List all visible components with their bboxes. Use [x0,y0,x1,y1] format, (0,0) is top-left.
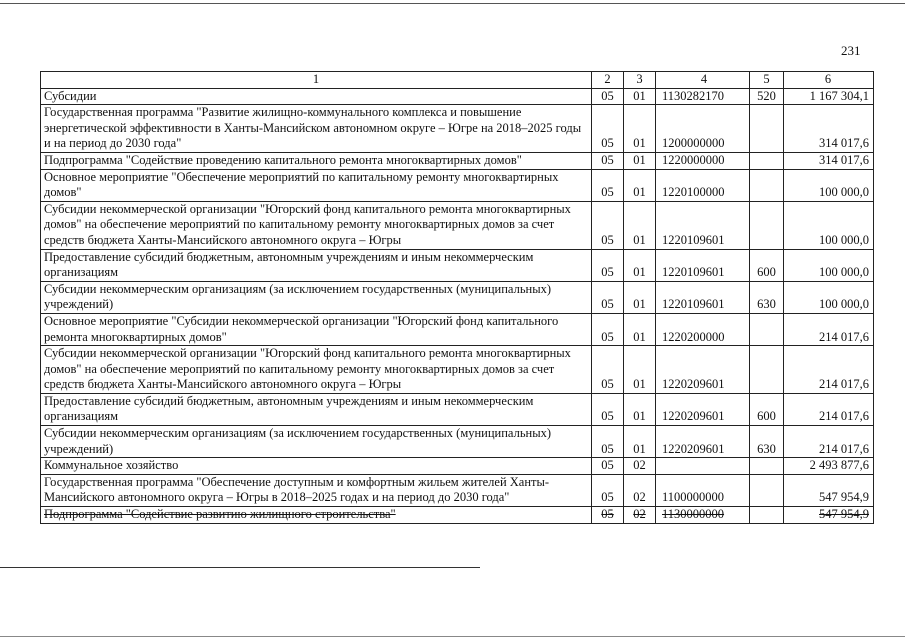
row-subsection: 01 [624,152,656,169]
row-subsection: 01 [624,169,656,201]
row-target-code: 1200000000 [656,105,750,153]
row-amount: 314 017,6 [784,152,874,169]
header-col-6: 6 [784,72,874,89]
table-row [41,458,874,475]
row-section: 05 [592,281,624,313]
row-amount: 100 000,0 [784,169,874,201]
row-expense-type [750,152,784,169]
row-amount: 100 000,0 [784,249,874,281]
row-section: 05 [592,507,624,524]
row-subsection: 01 [624,393,656,425]
table-row [41,201,874,249]
header-col-3: 3 [624,72,656,89]
row-expense-type: 520 [750,88,784,105]
row-amount: 214 017,6 [784,313,874,345]
row-target-code: 1220109601 [656,281,750,313]
row-subsection: 02 [624,474,656,506]
row-target-code: 1220209601 [656,393,750,425]
row-expense-type [750,346,784,394]
top-scan-rule [0,3,905,4]
row-section: 05 [592,426,624,458]
row-amount: 1 167 304,1 [784,88,874,105]
row-amount: 314 017,6 [784,105,874,153]
row-expense-type [750,169,784,201]
row-amount: 214 017,6 [784,346,874,394]
row-expense-type [750,458,784,475]
table-row [41,105,874,153]
row-name: Коммунальное хозяйство [41,458,592,475]
row-section: 05 [592,313,624,345]
row-section: 05 [592,474,624,506]
row-name: Основное мероприятие "Субсидии некоммерческой организации "Югорский фонд капитального ремонта многоквартирных домов" [41,313,592,345]
row-name: Субсидии [41,88,592,105]
table-row-cut-off [41,507,874,524]
scan-cut-line [0,567,480,568]
row-name: Государственная программа "Обеспечение доступным и комфортным жильем жителей Ханты-Мансийского автономного округа – Югры в 2018–2025 годах и на период до 2030 года" [41,474,592,506]
row-name: Подпрограмма "Содействие развитию жилищного строительства" [41,507,592,524]
row-section: 05 [592,393,624,425]
row-target-code: 1220209601 [656,426,750,458]
row-expense-type [750,105,784,153]
row-amount: 547 954,9 [784,507,874,524]
row-target-code: 1130282170 [656,88,750,105]
table-header-row [41,72,874,89]
row-subsection: 01 [624,105,656,153]
row-section: 05 [592,201,624,249]
table-row [41,474,874,506]
row-name: Субсидии некоммерческим организациям (за исключением государственных (муниципальных) учреждений) [41,281,592,313]
table-row [41,88,874,105]
row-amount: 214 017,6 [784,393,874,425]
header-col-1: 1 [41,72,592,89]
row-section: 05 [592,88,624,105]
header-col-2: 2 [592,72,624,89]
row-target-code: 1100000000 [656,474,750,506]
row-target-code [656,458,750,475]
row-name: Государственная программа "Развитие жилищно-коммунального комплекса и повышение энергетической эффективности в Ханты-Мансийском автономном округе – Югре на 2018–2025 годы и на период до 2030 года" [41,105,592,153]
row-section: 05 [592,169,624,201]
row-expense-type [750,474,784,506]
row-target-code: 1220100000 [656,169,750,201]
row-expense-type: 630 [750,426,784,458]
row-expense-type: 630 [750,281,784,313]
row-target-code: 1220209601 [656,346,750,394]
row-expense-type: 600 [750,393,784,425]
row-target-code: 1220200000 [656,313,750,345]
table-row [41,152,874,169]
row-target-code: 1220109601 [656,201,750,249]
row-section: 05 [592,346,624,394]
row-name: Субсидии некоммерческой организации "Югорский фонд капитального ремонта многоквартирных домов" на обеспечение мероприятий по капитальному ремонту многоквартирных домов за счет средств бюджета Ханты-Мансийского автономного округа – Югры [41,201,592,249]
row-subsection: 01 [624,346,656,394]
table-row [41,281,874,313]
header-col-4: 4 [656,72,750,89]
row-name: Основное мероприятие "Обеспечение мероприятий по капитальному ремонту многоквартирных домов" [41,169,592,201]
row-target-code: 1130000000 [656,507,750,524]
row-amount: 547 954,9 [784,474,874,506]
row-section: 05 [592,105,624,153]
row-subsection: 01 [624,281,656,313]
header-col-5: 5 [750,72,784,89]
row-amount: 100 000,0 [784,281,874,313]
table-row [41,393,874,425]
table-row [41,313,874,345]
row-name: Предоставление субсидий бюджетным, автономным учреждениям и иным некоммерческим организациям [41,249,592,281]
row-expense-type [750,201,784,249]
row-expense-type: 600 [750,249,784,281]
row-subsection: 01 [624,249,656,281]
row-amount: 2 493 877,6 [784,458,874,475]
table-row [41,169,874,201]
row-name: Субсидии некоммерческим организациям (за исключением государственных (муниципальных) учреждений) [41,426,592,458]
row-amount: 214 017,6 [784,426,874,458]
row-section: 05 [592,152,624,169]
row-subsection: 01 [624,88,656,105]
row-subsection: 01 [624,201,656,249]
row-section: 05 [592,249,624,281]
table-row [41,346,874,394]
row-name: Субсидии некоммерческой организации "Югорский фонд капитального ремонта многоквартирных домов" на обеспечение мероприятий по капитальному ремонту многоквартирных домов за счет средств бюджета Ханты-Мансийского автономного округа – Югры [41,346,592,394]
row-target-code: 1220109601 [656,249,750,281]
row-name: Подпрограмма "Содействие проведению капитального ремонта многоквартирных домов" [41,152,592,169]
row-amount: 100 000,0 [784,201,874,249]
row-expense-type [750,507,784,524]
row-subsection: 01 [624,313,656,345]
row-target-code: 1220000000 [656,152,750,169]
bottom-scan-rule [0,636,905,637]
table-row [41,249,874,281]
budget-table [40,71,874,524]
row-subsection: 02 [624,507,656,524]
table-row [41,426,874,458]
row-expense-type [750,313,784,345]
row-name: Предоставление субсидий бюджетным, автономным учреждениям и иным некоммерческим организациям [41,393,592,425]
row-subsection: 02 [624,458,656,475]
page-number: 231 [841,43,861,58]
row-section: 05 [592,458,624,475]
row-subsection: 01 [624,426,656,458]
